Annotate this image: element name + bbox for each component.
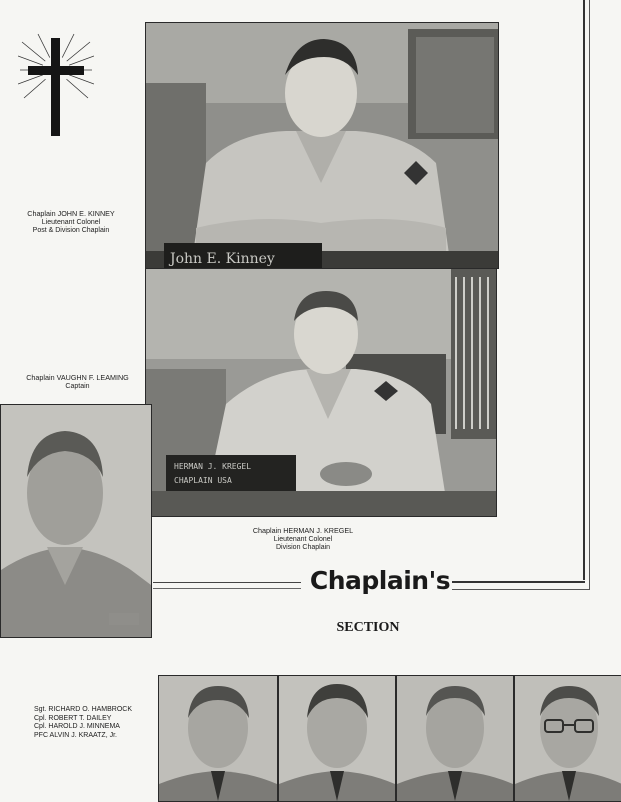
- kregel-nameplate-line1: HERMAN J. KREGEL: [174, 462, 252, 471]
- photo-staff-3: [396, 675, 514, 802]
- photo-chaplain-kregel: [145, 268, 497, 517]
- photo-chaplain-leaming: [0, 404, 152, 638]
- frame-line-horizontal: [452, 581, 585, 583]
- caption-kregel: [238, 527, 368, 553]
- caption-kregel-name: Chaplain HERMAN J. KREGEL: [252, 526, 354, 535]
- section-title: Chaplain's: [309, 566, 451, 595]
- staff-name: PFC ALVIN J. KRAATZ, Jr.: [34, 731, 117, 739]
- caption-kinney-rank: Lieutenant Colonel: [41, 218, 101, 226]
- kinney-nameplate: John E. Kinney: [170, 251, 275, 267]
- frame-line-vertical: [583, 0, 585, 580]
- title-rule-left-lower: [153, 588, 301, 589]
- staff-name: Cpl. HAROLD J. MINNEMA: [34, 723, 120, 730]
- staff-name: Sgt. RICHARD O. HAMBROCK: [34, 706, 133, 713]
- kregel-nameplate-line2: CHAPLAIN USA: [174, 476, 232, 485]
- caption-kinney: [12, 210, 130, 236]
- caption-staff: [34, 706, 156, 740]
- photo-staff-4: [514, 675, 621, 802]
- caption-kregel-position: Division Chaplain: [275, 544, 331, 551]
- frame-line-horizontal-outer: [452, 589, 590, 590]
- caption-leaming-name: Chaplain VAUGHN F. LEAMING: [26, 373, 129, 382]
- caption-kregel-rank: Lieutenant Colonel: [273, 535, 333, 543]
- caption-kinney-name: Chaplain JOHN E. KINNEY: [27, 209, 115, 218]
- section-subtitle: SECTION: [336, 620, 400, 635]
- photo-chaplain-kinney: [145, 22, 499, 269]
- title-rule-left: [153, 582, 301, 583]
- caption-kinney-position: Post & Division Chaplain: [32, 227, 110, 234]
- caption-leaming-rank: Captain: [65, 382, 90, 390]
- photo-staff-1: [158, 675, 278, 802]
- frame-line-vertical-outer: [589, 0, 590, 590]
- staff-name: Cpl. ROBERT T. DAILEY: [34, 714, 112, 722]
- photo-staff-2: [278, 675, 396, 802]
- cross-icon: [18, 32, 94, 142]
- caption-leaming: [10, 374, 145, 391]
